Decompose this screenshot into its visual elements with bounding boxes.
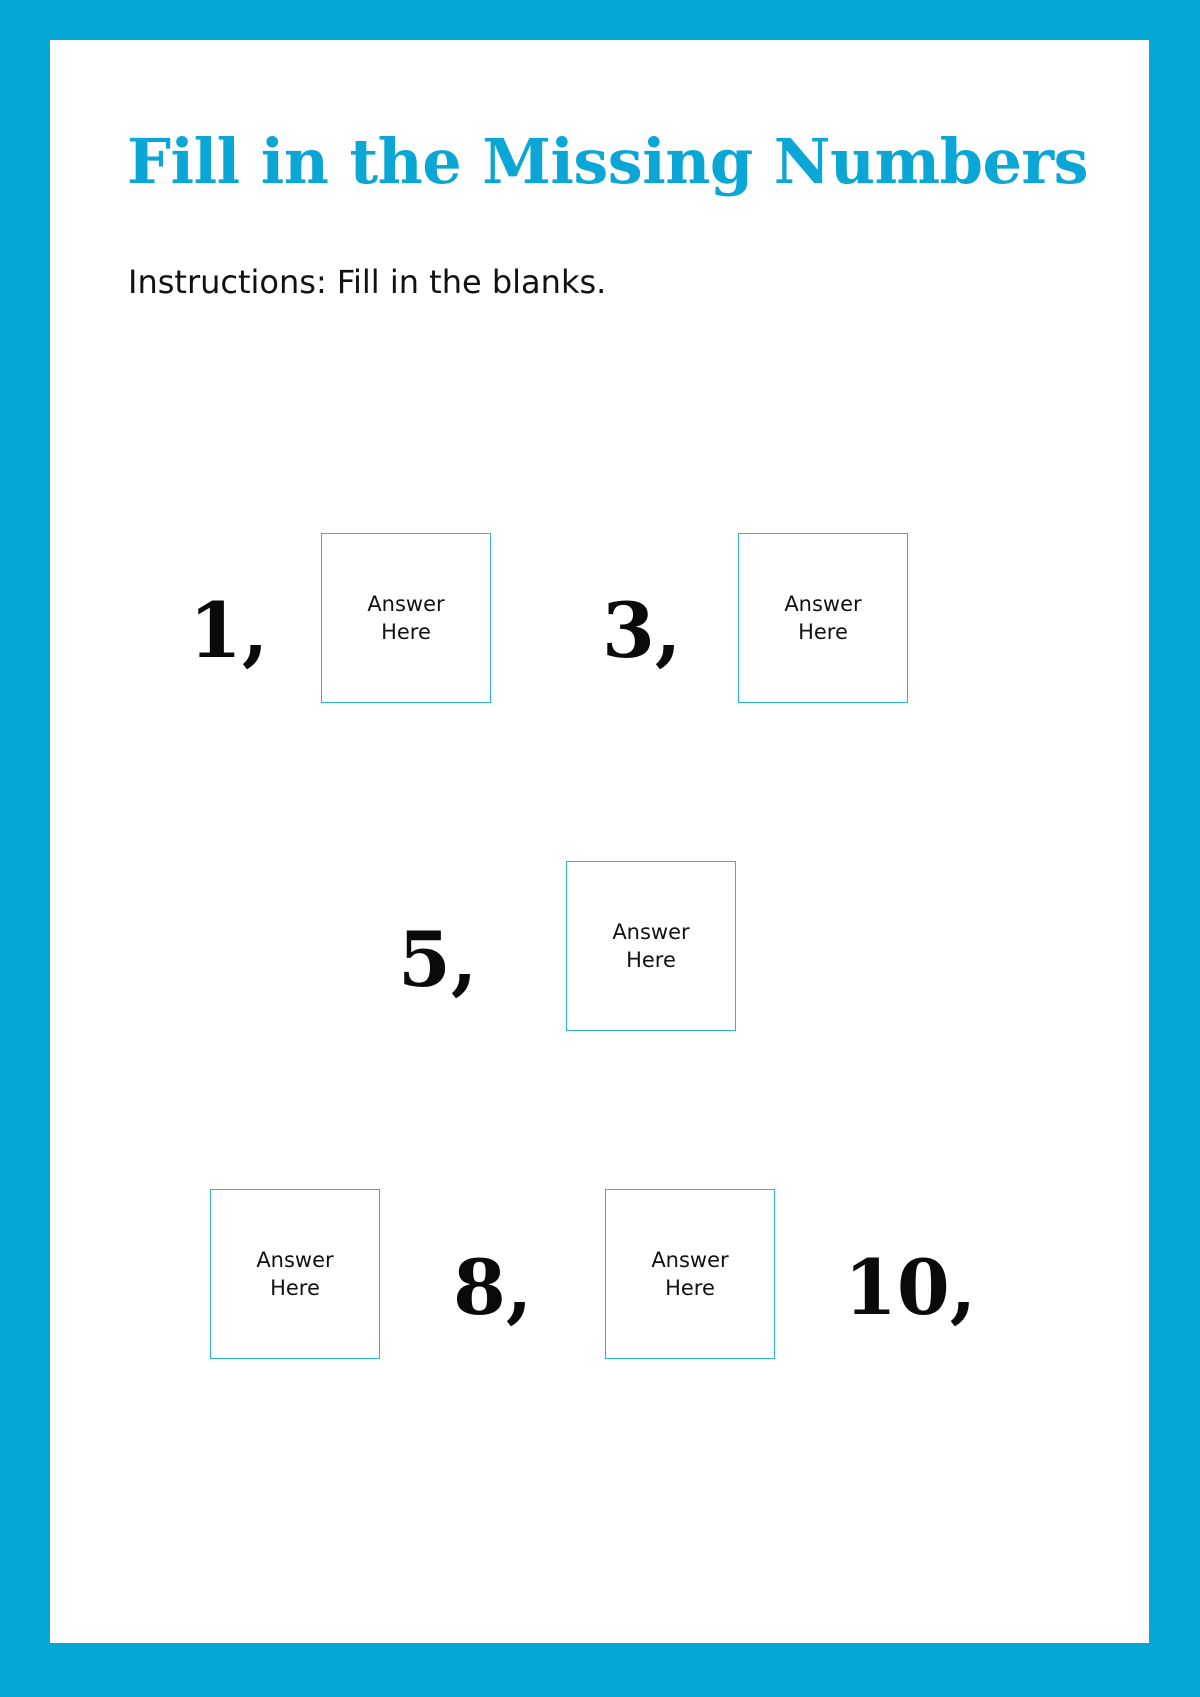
instructions-text: Instructions: Fill in the blanks. (128, 263, 607, 301)
page-title: Fill in the Missing Numbers (127, 125, 1089, 198)
answer-box-placeholder: Answer Here (651, 1248, 729, 1300)
number-10: 10, (844, 1243, 977, 1332)
number-3: 3, (602, 586, 682, 675)
number-5: 5, (398, 915, 478, 1004)
answer-box-4[interactable] (738, 533, 908, 703)
answer-box-7[interactable] (210, 1189, 380, 1359)
answer-box-placeholder: Answer Here (367, 592, 445, 644)
answer-box-9[interactable] (605, 1189, 775, 1359)
answer-box-placeholder: Answer Here (612, 920, 690, 972)
answer-box-placeholder: Answer Here (784, 592, 862, 644)
number-1: 1, (189, 586, 269, 675)
number-8: 8, (453, 1243, 533, 1332)
answer-box-6[interactable] (566, 861, 736, 1031)
worksheet-page (50, 40, 1149, 1643)
answer-box-2[interactable] (321, 533, 491, 703)
answer-box-placeholder: Answer Here (256, 1248, 334, 1300)
